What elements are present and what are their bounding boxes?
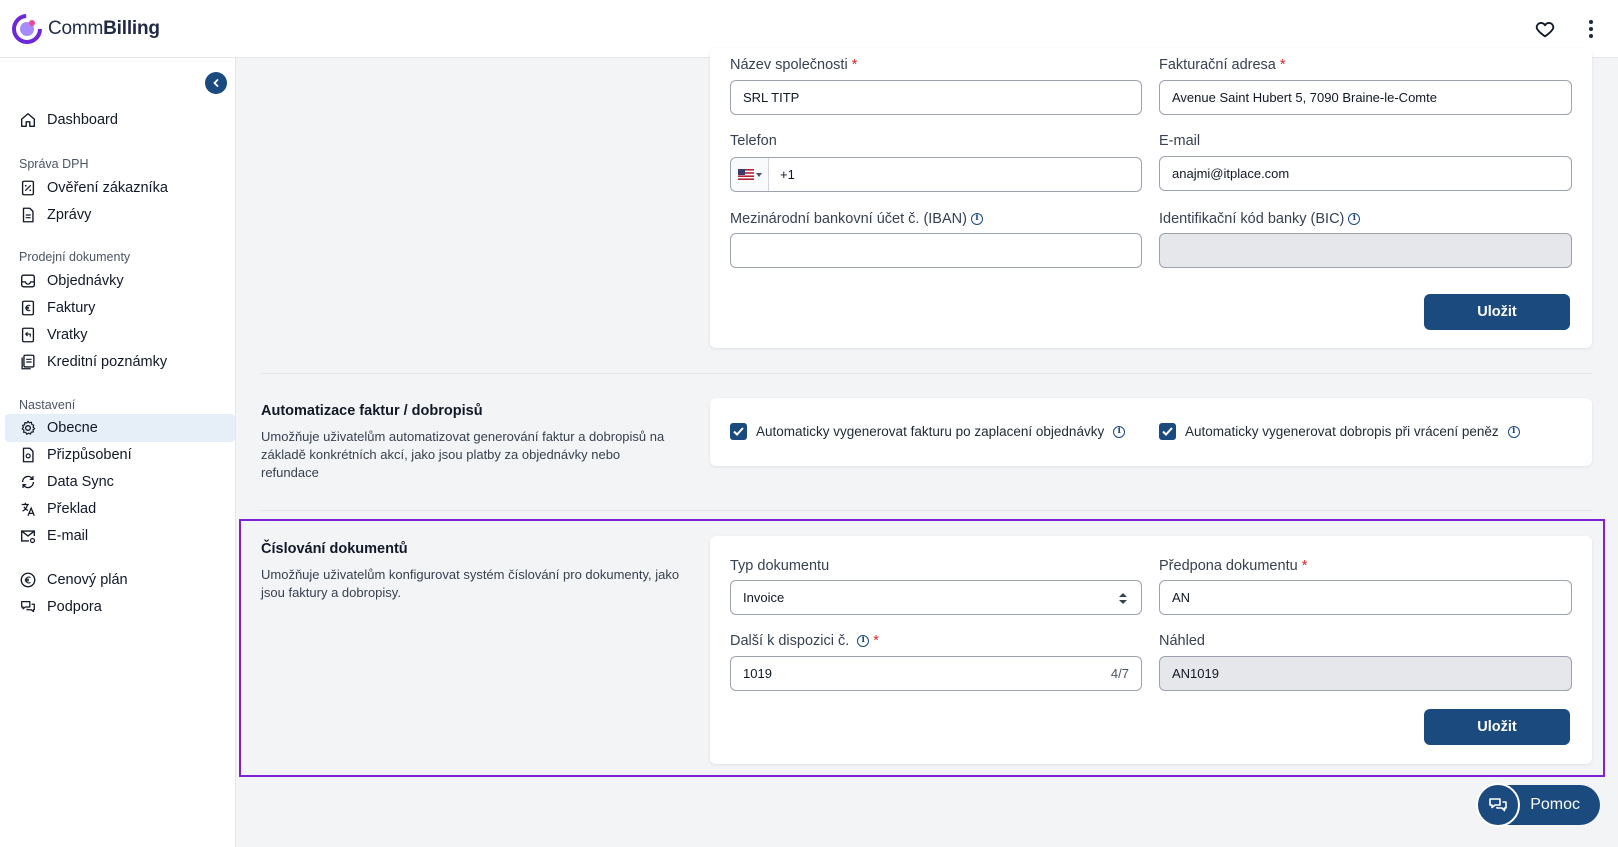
phone-label: Telefon: [730, 133, 777, 149]
numbering-description: Umožňuje uživatelům konfigurovat systém číslování pro dokumenty, jako jsou faktury a dobropisy.: [261, 567, 680, 600]
checkbox-checked[interactable]: [730, 423, 747, 440]
sidebar-item-customization[interactable]: [5, 441, 235, 469]
iban-input[interactable]: [730, 233, 1142, 268]
mail-settings-icon: [19, 527, 37, 545]
sidebar-item-credit-notes[interactable]: [5, 348, 235, 376]
us-flag-icon: [738, 169, 754, 180]
euro-circle-icon: [19, 571, 37, 589]
sidebar-item-label: Dashboard: [47, 112, 118, 128]
numbering-title: Číslování dokumentů: [261, 541, 408, 557]
email-input[interactable]: anajmi@itplace.com: [1159, 156, 1572, 191]
sidebar-item-label: Zprávy: [47, 207, 92, 223]
nav-section-sales: Prodejní dokumenty: [19, 250, 131, 264]
chat-bubbles-icon: [1487, 794, 1509, 816]
country-code-selector[interactable]: [731, 158, 769, 191]
sidebar-item-translation[interactable]: [5, 495, 235, 523]
sidebar-item-label: Kreditní poznámky: [47, 354, 168, 370]
sidebar-item-label: Ověření zákazníka: [47, 180, 168, 196]
documents-icon: [19, 353, 37, 371]
percent-document-icon: [19, 179, 37, 197]
doc-prefix-input[interactable]: AN: [1159, 580, 1572, 615]
collapse-sidebar-button[interactable]: [205, 72, 227, 94]
translate-icon: [19, 500, 37, 518]
bic-label: Identifikační kód banky (BIC) i: [1159, 211, 1360, 227]
section-divider: [261, 373, 1592, 374]
auto-invoice-option[interactable]: [730, 423, 1125, 440]
home-icon: [19, 111, 37, 129]
info-icon[interactable]: i: [857, 635, 869, 647]
email-label: E-mail: [1159, 133, 1201, 149]
sidebar-item-refunds[interactable]: [5, 321, 235, 349]
doc-type-value: Invoice: [743, 590, 785, 605]
phone-input[interactable]: [730, 157, 1142, 192]
preview-label: Náhled: [1159, 633, 1205, 649]
billing-address-label: Fakturační adresa *: [1159, 57, 1286, 73]
save-company-button[interactable]: Uložit: [1424, 294, 1570, 330]
sidebar-item-label: Podpora: [47, 599, 102, 615]
sidebar-item-label: Cenový plán: [47, 572, 128, 588]
nav-section-vat: Správa DPH: [19, 157, 89, 171]
sidebar-item-messages[interactable]: [5, 201, 235, 229]
billing-address-input[interactable]: Avenue Saint Hubert 5, 7090 Braine-le-Comte: [1159, 80, 1572, 115]
automation-description: Umožňuje uživatelům automatizovat generování faktur a dobropisů na základě konkrétních akcí, jako jsou platby za objednávky nebo refundace: [261, 429, 665, 480]
chevron-left-icon: [211, 78, 221, 88]
euro-document-icon: [19, 299, 37, 317]
info-icon[interactable]: i: [1348, 213, 1360, 225]
sidebar-item-label: Obecne: [47, 420, 98, 436]
automation-title: Automatizace faktur / dobropisů: [261, 403, 483, 419]
doc-type-label: Typ dokumentu: [730, 558, 830, 574]
sidebar-item-verify-customer[interactable]: [5, 174, 235, 202]
customize-document-icon: [19, 446, 37, 464]
next-number-label: Další k dispozici č. i *: [730, 633, 879, 649]
check-icon: [1162, 427, 1173, 436]
caret-down-icon: [756, 173, 762, 177]
sidebar-item-dashboard[interactable]: [5, 106, 235, 134]
section-divider: [261, 510, 1592, 511]
phone-value: +1: [780, 167, 795, 182]
checkbox-checked[interactable]: [1159, 423, 1176, 440]
sidebar-item-invoices[interactable]: [5, 294, 235, 322]
sidebar-item-label: Objednávky: [47, 273, 124, 289]
sidebar-item-general[interactable]: [5, 414, 235, 442]
auto-credit-label: Automaticky vygenerovat dobropis při vrácení peněz: [1185, 424, 1499, 439]
chat-bubbles-icon: [19, 598, 37, 616]
help-label: Pomoc: [1530, 796, 1580, 813]
document-icon: [19, 206, 37, 224]
char-counter: 4/7: [1110, 666, 1129, 681]
more-vertical-icon[interactable]: [1583, 18, 1599, 40]
brand-name: CommBilling: [48, 18, 160, 39]
sidebar-item-orders[interactable]: [5, 267, 235, 295]
auto-invoice-label: Automaticky vygenerovat fakturu po zaplacení objednávky: [756, 424, 1105, 439]
info-icon[interactable]: i: [1113, 426, 1125, 438]
sync-icon: [19, 473, 37, 491]
iban-label: Mezinárodní bankovní účet č. (IBAN) i: [730, 211, 983, 227]
highlight-frame: [239, 519, 1605, 777]
sidebar-item-label: E-mail: [47, 528, 89, 544]
inbox-icon: [19, 272, 37, 290]
next-number-value: 1019: [743, 666, 772, 681]
return-document-icon: [19, 326, 37, 344]
sidebar-item-support[interactable]: [5, 593, 235, 621]
info-icon[interactable]: i: [971, 213, 983, 225]
sidebar-item-label: Přizpůsobení: [47, 447, 132, 463]
sidebar-item-label: Překlad: [47, 501, 97, 517]
sidebar: [0, 58, 236, 847]
save-numbering-button[interactable]: Uložit: [1424, 709, 1570, 745]
info-icon[interactable]: i: [1508, 426, 1520, 438]
sidebar-item-label: Vratky: [47, 327, 88, 343]
gear-icon: [19, 419, 37, 437]
heart-icon[interactable]: [1534, 18, 1556, 40]
company-name-input[interactable]: SRL TITP: [730, 80, 1142, 115]
sidebar-item-label: Data Sync: [47, 474, 114, 490]
logo[interactable]: [12, 14, 160, 44]
sidebar-item-pricing[interactable]: [5, 566, 235, 594]
company-name-label: Název společnosti *: [730, 57, 858, 73]
sidebar-item-data-sync[interactable]: [5, 468, 235, 496]
doc-prefix-label: Předpona dokumentu *: [1159, 558, 1308, 574]
sidebar-item-label: Faktury: [47, 300, 96, 316]
nav-section-settings: Nastavení: [19, 398, 76, 412]
preview-input: AN1019: [1159, 656, 1572, 691]
auto-credit-option[interactable]: [1159, 423, 1520, 440]
chat-icon[interactable]: [1476, 783, 1520, 827]
bic-input: [1159, 233, 1572, 268]
check-icon: [733, 427, 744, 436]
sidebar-item-email[interactable]: [5, 522, 235, 550]
logo-icon: [12, 14, 42, 44]
